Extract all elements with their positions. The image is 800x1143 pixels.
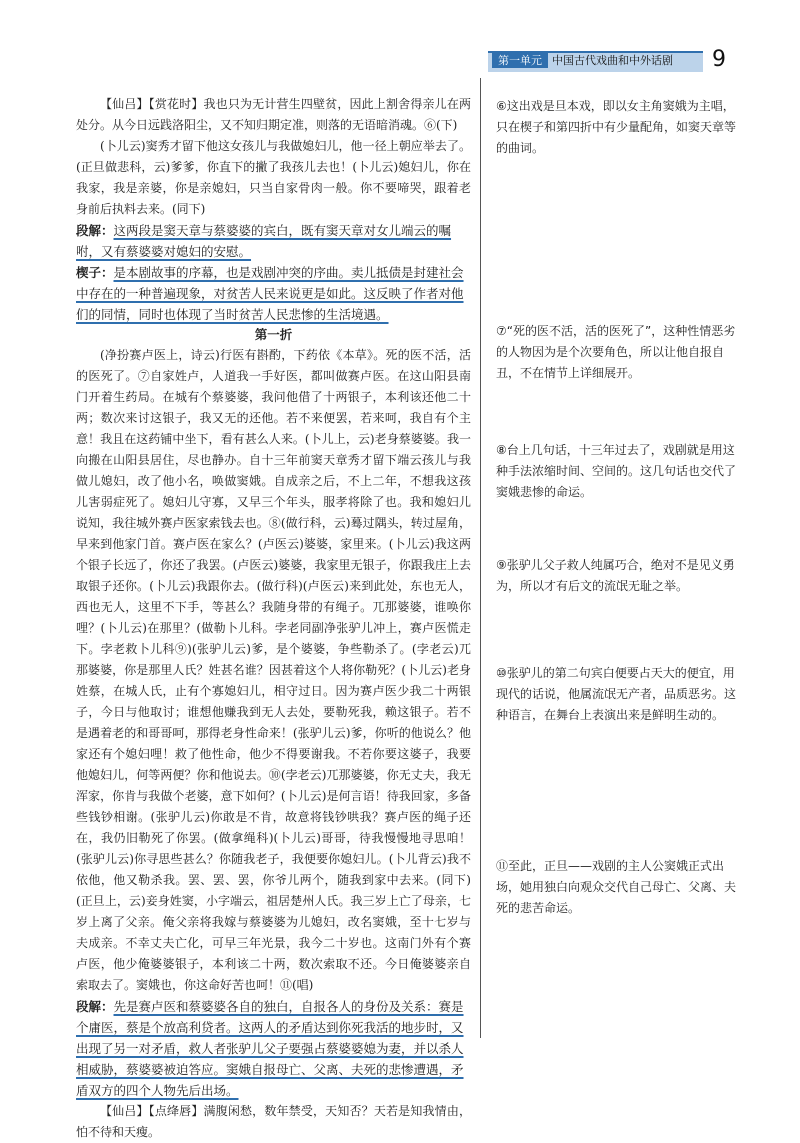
main-text-column: [76, 94, 471, 1143]
annotation-1: [76, 220, 471, 262]
annotation-2-label: 楔子：: [76, 265, 114, 280]
column-divider: [480, 78, 481, 1038]
annotation-3-label: 段解：: [76, 999, 114, 1014]
side-note-11: ⑪至此，正旦——戏剧的主人公窦娥正式出场，她用独白向观众交代自己母亡、父离、夫死的悲苦命运。: [496, 859, 737, 915]
side-note-7: ⑦“死的医不活，活的医死了”，这种性情恶劣的人物因为是个次要角色，所以让他自报自丑，不在情节上详细展开。: [496, 324, 736, 380]
header-title: 中国古代戏曲和中外话剧: [552, 54, 673, 67]
side-note-6: ⑥这出戏是旦本戏，即以女主角窦娥为主唱，只在楔子和第四折中有少量配角，如窦天章等的曲词。: [496, 99, 737, 155]
section-heading: 第一折: [254, 327, 293, 342]
annotation-2: [76, 262, 471, 325]
aria-paragraph-1: 【仙吕】【赏花时】我也只为无计营生四壁贫，因此上割舍得亲儿在两处分。从今日远践洛阳尘，又不知归期定准，则落的无语暗消魂。⑥(下): [76, 97, 471, 132]
side-note-8: ⑧台上几句话，十三年过去了，戏剧就是用这种手法浓缩时间、空间的。这几句话也交代了窦娥悲惨的命运。: [496, 443, 737, 499]
unit-tag: 第一单元: [492, 53, 548, 68]
annotation-1-label: 段解：: [76, 223, 114, 238]
annotation-3-text: 先是赛卢医和蔡婆婆各自的独白，自报各人的身份及关系：赛是个庸医，蔡是个放高利贷者。这两人的矛盾达到你死我活的地步时，又出现了另一对矛盾，救人者张驴儿父子要强占蔡婆婆媳为妻，并以杀人相威胁，蔡婆婆被迫答应。窦娥自报母亡、父离、夫死的悲惨遭遇，矛盾双方的四个人物先后出场。: [76, 999, 464, 1098]
dialogue-paragraph-3: (净扮赛卢医上，诗云)行医有斟酌，下药依《本草》。死的医不活，活的医死了。⑦自家姓卢，人道我一手好医，都叫做赛卢医。在这山阳县南门开着生药局。在城有个蔡婆婆，我问他借了十两银子，本利该还他二十两；数次来讨这银子，我又无的还他。若不来便罢，若来呵，我自有个主意！我且在这药铺中坐下，看有甚么人来。(卜儿上，云)老身蔡婆婆。我一向搬在山阳县居住，尽也静办。自十三年前窦天章秀才留下端云孩儿与我做儿媳妇，改了他小名，唤做窦娥。自成亲之后，不上二年，不想我这孩儿害弱症死了。媳妇儿守寡，又早三个年头，服孝将除了也。我和媳妇儿说知，我往城外赛卢医家索钱去也。⑧(做行科，云)蓦过隅头，转过屋角，早来到他家门首。赛卢医在家么？(卢医云)婆婆，家里来。(卜儿云)我这两个银子长远了，你还了我罢。(卢医云)婆婆，我家里无银子，你跟我庄上去取银子还你。(卜儿云)我跟你去。(做行科)(卢医云)来到此处，东也无人，西也无人，这里不下手，等甚么？我随身带的有绳子。兀那婆婆，谁唤你哩？(卜儿云)在那里？(做勒卜儿科。孛老同副净张驴儿冲上，赛卢医慌走下。孛老救卜儿科⑨)(张驴儿云)爹，是个婆婆，争些勒杀了。(孛老云)兀那婆婆，你是那里人氏？姓甚名谁？因甚着这个人将你勒死？(卜儿云)老身姓蔡，在城人氏，止有个寡媳妇儿，相守过日。因为赛卢医少我二十两银子，今日与他取讨；谁想他赚我到无人去处，要勒死我，赖这银子。若不是遇着老的和哥哥呵，那得老身性命来！(张驴儿云)爹，你听的他说么？他家还有个媳妇哩！救了他性命，他少不得要谢我。不若你要这婆子，我要他媳妇儿，何等两便？你和他说去。⑩(孛老云)兀那婆婆，你无丈夫，我无浑家，你肯与我做个老婆，意下如何？(卜儿云)是何言语！待我回家，多备些钱钞相谢。(张驴儿云)你敢是不肯，故意将钱钞哄我？赛卢医的绳子还在，我仍旧勒死了你罢。(做拿绳科)(卜儿云)哥哥，待我慢慢地寻思咱！(张驴儿云)你寻思些甚么？你随我老子，我便要你媳妇儿。(卜儿背云)我不依他，他又勒杀我。罢、罢、罢，你爷儿两个，随我到家中去来。(同下)(正旦上，云)妾身姓窦，小字端云，祖居楚州人氏。我三岁上亡了母亲，七岁上离了父亲。俺父亲将我嫁与蔡婆婆为儿媳妇，改名窦娥，至十七岁与夫成亲。不幸丈夫亡化，可早三年光景，我今二十岁也。这南门外有个赛卢医，他少俺婆婆银子，本利该二十两，数次索取不还。今日俺婆婆亲自索取去了。窦娥也，你这命好苦也呵！⑪(唱): [76, 348, 471, 992]
side-note-10: ⑩张驴儿的第二句宾白便要占天大的便宜，用现代的话说，他属流氓无产者，品质恶劣。这种语言，在舞台上表演出来是鲜明生动的。: [496, 666, 737, 722]
side-note-9: ⑨张驴儿父子救人纯属巧合，绝对不是见义勇为，所以才有后文的流氓无耻之举。: [496, 558, 735, 593]
aria-paragraph-4: 【仙吕】【点绛唇】满腹闲愁，数年禁受，天知否？天若是知我情由，怕不待和天瘦。: [76, 1104, 471, 1139]
dialogue-paragraph-2: (卜儿云)窦秀才留下他这女孩儿与我做媳妇儿，他一径上朝应举去了。(正旦做悲科，云)爹爹，你直下的撇了我孩儿去也！(卜儿云)媳妇儿，你在我家，我是亲婆，你是亲媳妇，只当自家骨肉一般。你不要啼哭，跟着老身前后执料去来。(同下): [76, 139, 471, 216]
annotation-1-text: 这两段是窦天章与蔡婆婆的宾白，既有窦天章对女儿端云的嘱咐，又有蔡婆婆对媳妇的安慰。: [76, 223, 452, 259]
annotation-3: [76, 996, 471, 1101]
page-number: 9: [712, 47, 726, 72]
annotation-2-text: 是本剧故事的序幕，也是戏剧冲突的序曲。卖儿抵债是封建社会中存在的一种普遍现象，对贫苦人民来说更是如此。这反映了作者对他们的同情，同时也体现了当时贫苦人民悲惨的生活境遇。: [76, 265, 464, 322]
